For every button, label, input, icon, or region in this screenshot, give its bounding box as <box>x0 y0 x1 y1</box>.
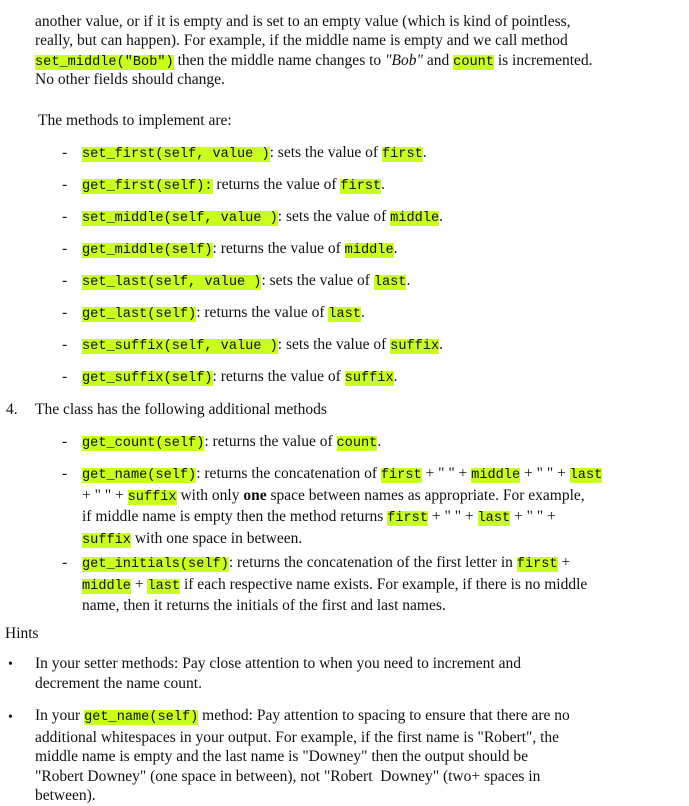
list-dash: - <box>62 336 68 353</box>
field-code: suffix <box>390 339 440 354</box>
method-item: get_suffix(self): returns the value of suffix. <box>82 368 398 386</box>
list-dash: - <box>62 465 68 482</box>
method-code: set_suffix(self, value ) <box>82 339 278 354</box>
intro-line-1: another value, or if it is empty and is set to an empty value (which is kind of pointless, <box>35 13 571 30</box>
method-item-get-name: get_name(self): returns the concatenation of first + " " + middle + " " + last + " " + suffix with only one space between names as appropriate. For example, if middle name is empty then the method returns first + " " + last + " " + suffix with one space in between. <box>82 465 603 548</box>
method-code: get_middle(self) <box>82 243 213 258</box>
method-item-get-count: get_count(self): returns the value of count. <box>82 433 382 451</box>
section-heading: The class has the following additional methods <box>35 401 327 418</box>
section-number: 4. <box>6 401 18 418</box>
intro-line-2: really, but can happen). For example, if the middle name is empty and we call method <box>35 32 568 49</box>
code-count: count <box>453 55 494 70</box>
method-code: set_middle(self, value ) <box>82 211 278 226</box>
intro-line-4: No other fields should change. <box>35 71 225 88</box>
method-item: set_last(self, value ): sets the value of last. <box>82 272 411 290</box>
list-dash: - <box>62 304 68 321</box>
list-dash: - <box>62 240 68 257</box>
field-code: first <box>340 179 382 194</box>
hint-2: In your get_name(self) method: Pay attention to spacing to ensure that there are no additional whitespaces in your output. For example, if the first name is "Robert", the middle name is empty and the last name is "Downey" then the output should be "Robert Downey" (one space in between), not "Robert Downey" (two+ spaces in between). <box>35 707 570 804</box>
method-code: get_last(self) <box>82 307 197 322</box>
field-code: first <box>381 147 423 162</box>
method-item: set_middle(self, value ): sets the value of middle. <box>82 208 443 226</box>
field-code: last <box>328 307 361 322</box>
list-dash: - <box>62 208 68 225</box>
list-dash: - <box>62 368 68 385</box>
list-dash: - <box>62 554 68 571</box>
method-item: get_first(self): returns the value of first. <box>82 176 386 194</box>
method-item: get_last(self): returns the value of last. <box>82 304 365 322</box>
field-code: middle <box>344 243 394 258</box>
bullet: • <box>8 710 13 725</box>
field-code: middle <box>390 211 440 226</box>
code-get-name: get_name(self) <box>84 710 199 725</box>
quoted-bob: "Bob" <box>385 52 424 69</box>
intro-line-3: set_middle("Bob") then the middle name changes to "Bob" and count is incremented. <box>35 52 593 70</box>
code-set-middle-bob: set_middle("Bob") <box>35 55 174 70</box>
method-item: get_middle(self): returns the value of middle. <box>82 240 398 258</box>
method-item: set_first(self, value ): sets the value of first. <box>82 144 427 162</box>
field-code: suffix <box>344 371 394 386</box>
field-code: last <box>373 275 407 290</box>
bullet: • <box>8 657 13 672</box>
list-dash: - <box>62 176 68 193</box>
method-item: set_suffix(self, value ): sets the value of suffix. <box>82 336 443 354</box>
hint-1: In your setter methods: Pay close attention to when you need to increment and decrement the name count. <box>35 655 521 692</box>
hints-heading: Hints <box>5 625 39 642</box>
methods-heading: The methods to implement are: <box>38 112 232 129</box>
method-code: get_suffix(self) <box>82 371 213 386</box>
method-item-get-initials: get_initials(self): returns the concatenation of the first letter in first + middle + last if each respective name exists. For example, if there is no middle name, then it returns the initials of the first and last names. <box>82 554 588 614</box>
method-code: get_first(self): <box>82 179 213 194</box>
list-dash: - <box>62 272 68 289</box>
method-code: set_first(self, value ) <box>82 147 270 162</box>
list-dash: - <box>62 144 68 161</box>
list-dash: - <box>62 433 68 450</box>
method-code: set_last(self, value ) <box>82 275 262 290</box>
